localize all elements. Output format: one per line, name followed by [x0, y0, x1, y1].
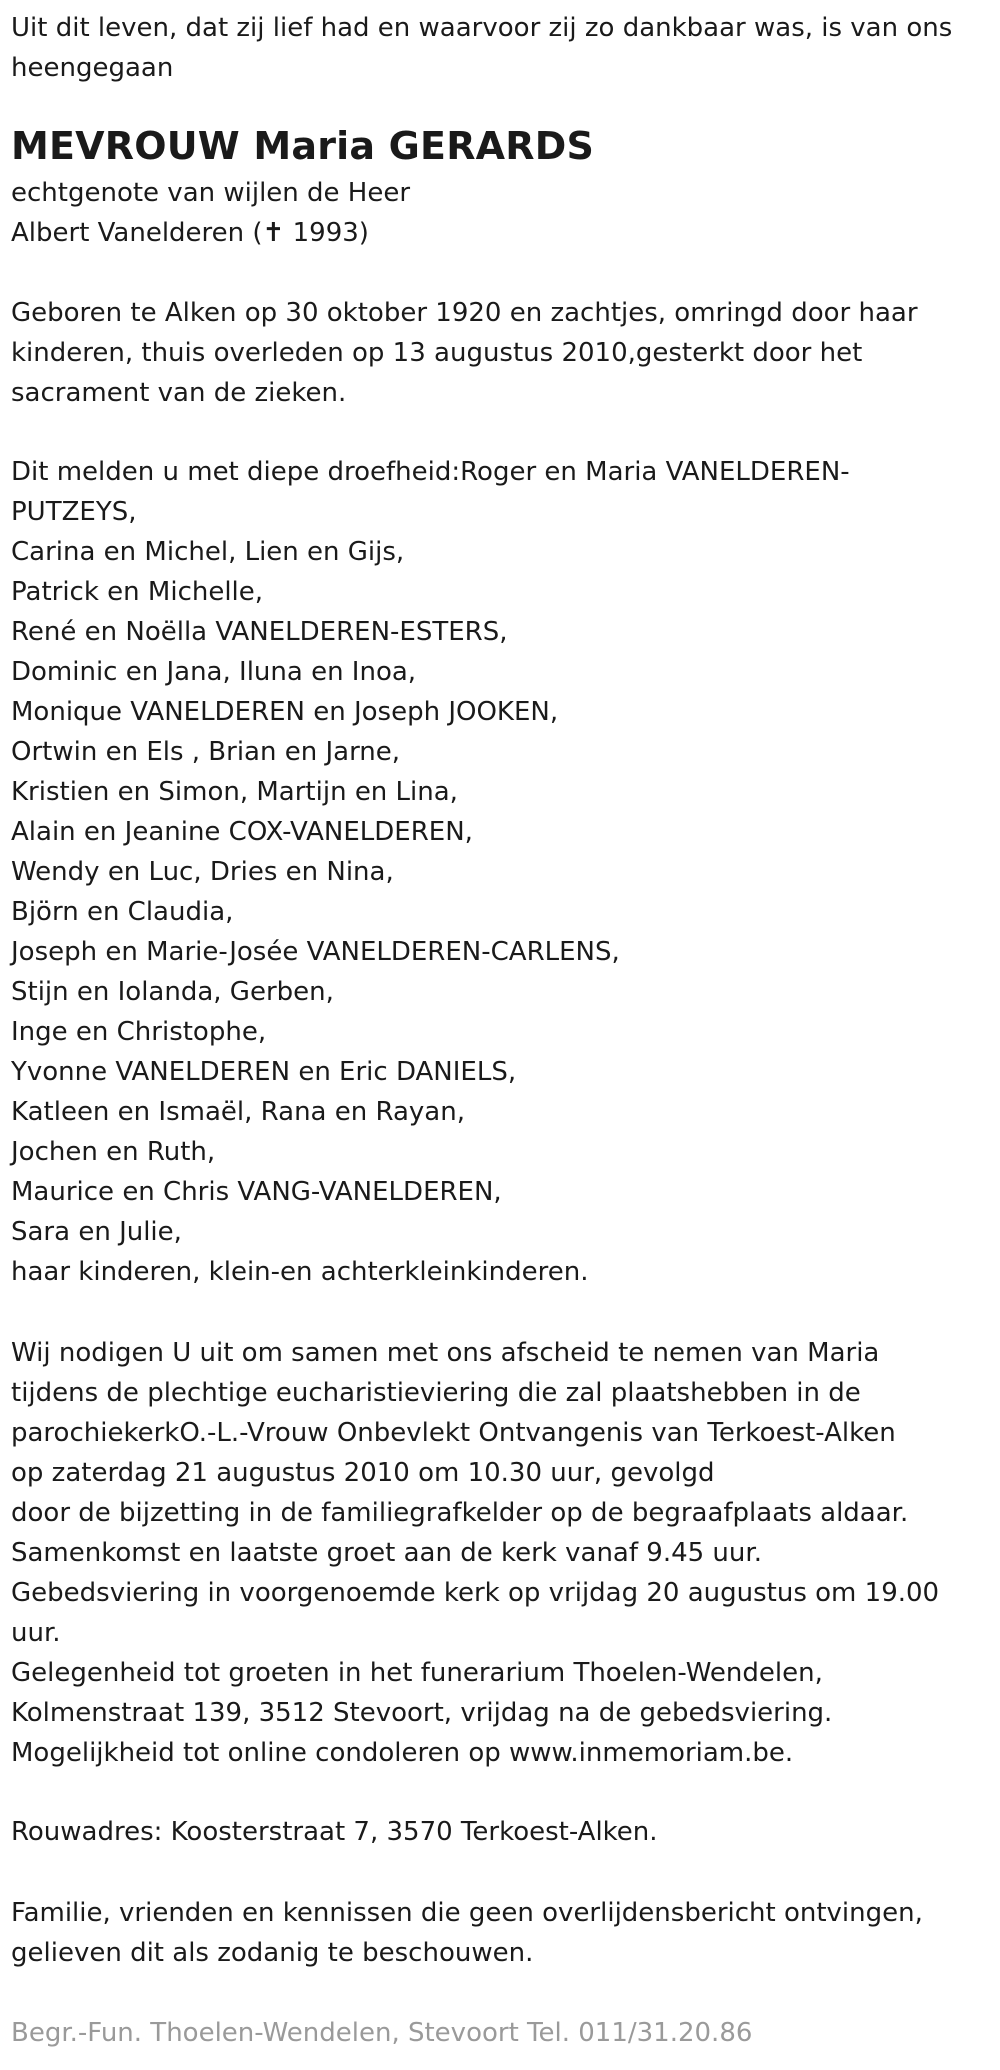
- ceremony-line: Gebedsviering in voorgenoemde kerk op vrijdag 20 augustus om 19.00: [11, 1578, 940, 1608]
- birth-death-info: [11, 293, 981, 413]
- ceremony-line: Gelegenheid tot groeten in het funerarium Thoelen-Wendelen,: [11, 1658, 823, 1688]
- ceremony-line: parochiekerkO.-L.-Vrouw Onbevlekt Ontvangenis van Terkoest-Alken: [11, 1418, 896, 1448]
- family-line: haar kinderen, klein-en achterkleinkinderen.: [11, 1257, 589, 1287]
- spouse-line: Albert Vanelderen (✝ 1993): [11, 218, 369, 248]
- family-line: Joseph en Marie-Josée VANELDEREN-CARLENS,: [11, 937, 620, 967]
- birth-line: kinderen, thuis overleden op 13 augustus 2010,gesterkt door het: [11, 338, 863, 368]
- closing-note: [11, 1893, 981, 1973]
- ceremony-line: door de bijzetting in de familiegrafkelder op de begraafplaats aldaar.: [11, 1498, 909, 1528]
- ceremony-line: tijdens de plechtige eucharistieviering die zal plaatshebben in de: [11, 1378, 861, 1408]
- ceremony-info: [11, 1333, 981, 1773]
- spouse-info: [11, 173, 981, 253]
- closing-line: gelieven dit als zodanig te beschouwen.: [11, 1938, 534, 1968]
- ceremony-line: Kolmenstraat 139, 3512 Stevoort, vrijdag na de gebedsviering.: [11, 1698, 833, 1728]
- family-line: Inge en Christophe,: [11, 1017, 267, 1047]
- family-list: [11, 452, 981, 1292]
- closing-line: Familie, vrienden en kennissen die geen overlijdensbericht ontvingen,: [11, 1898, 923, 1928]
- family-line: Stijn en Iolanda, Gerben,: [11, 977, 334, 1007]
- family-line: Maurice en Chris VANG-VANELDEREN,: [11, 1177, 502, 1207]
- family-line: René en Noëlla VANELDEREN-ESTERS,: [11, 617, 508, 647]
- intro-line: Uit dit leven, dat zij lief had en waarvoor zij zo dankbaar was, is van ons: [11, 13, 953, 43]
- family-line: Kristien en Simon, Martijn en Lina,: [11, 777, 458, 807]
- deceased-name: MEVROUW Maria GERARDS: [11, 124, 595, 168]
- intro-text: [11, 8, 971, 88]
- family-line: PUTZEYS,: [11, 497, 137, 527]
- family-line: Jochen en Ruth,: [11, 1137, 216, 1167]
- family-line: Katleen en Ismaël, Rana en Rayan,: [11, 1097, 465, 1127]
- intro-line: heengegaan: [11, 53, 174, 83]
- address-line: Rouwadres: Koosterstraat 7, 3570 Terkoest-Alken.: [11, 1817, 658, 1847]
- funeral-home-footer: Begr.-Fun. Thoelen-Wendelen, Stevoort Tel. 011/31.20.86: [11, 2018, 753, 2048]
- family-line: Alain en Jeanine COX-VANELDEREN,: [11, 817, 473, 847]
- family-line: Ortwin en Els , Brian en Jarne,: [11, 737, 401, 767]
- family-line: Carina en Michel, Lien en Gijs,: [11, 537, 405, 567]
- ceremony-line: uur.: [11, 1618, 61, 1648]
- spouse-line: echtgenote van wijlen de Heer: [11, 178, 411, 208]
- birth-line: sacrament van de zieken.: [11, 378, 347, 408]
- family-line: Wendy en Luc, Dries en Nina,: [11, 857, 394, 887]
- family-line: Yvonne VANELDEREN en Eric DANIELS,: [11, 1057, 517, 1087]
- family-line: Patrick en Michelle,: [11, 577, 264, 607]
- ceremony-line: Samenkomst en laatste groet aan de kerk vanaf 9.45 uur.: [11, 1538, 762, 1568]
- family-line: Monique VANELDEREN en Joseph JOOKEN,: [11, 697, 559, 727]
- family-line: Sara en Julie,: [11, 1217, 182, 1247]
- ceremony-line: Wij nodigen U uit om samen met ons afscheid te nemen van Maria: [11, 1338, 880, 1368]
- family-line: Dit melden u met diepe droefheid:Roger en Maria VANELDEREN-: [11, 457, 850, 487]
- ceremony-line: Mogelijkheid tot online condoleren op www.inmemoriam.be.: [11, 1738, 794, 1768]
- ceremony-line: op zaterdag 21 augustus 2010 om 10.30 uur, gevolgd: [11, 1458, 715, 1488]
- family-line: Dominic en Jana, Iluna en Inoa,: [11, 657, 417, 687]
- mourning-address: [11, 1812, 981, 1852]
- birth-line: Geboren te Alken op 30 oktober 1920 en zachtjes, omringd door haar: [11, 298, 918, 328]
- family-line: Björn en Claudia,: [11, 897, 234, 927]
